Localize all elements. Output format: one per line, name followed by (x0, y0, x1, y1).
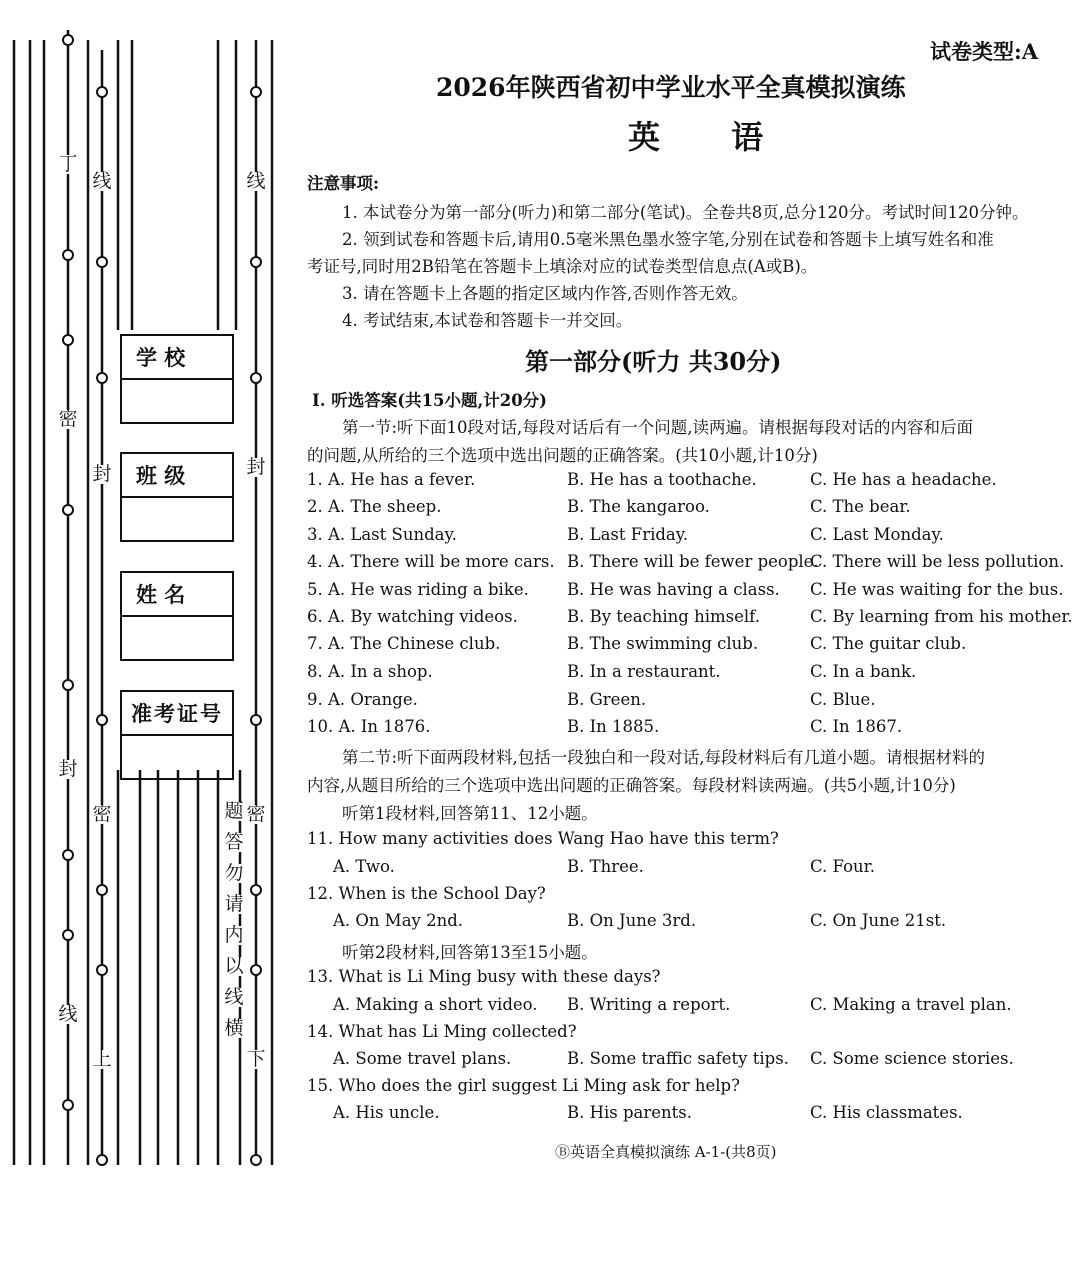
margin-char: 勿 (224, 862, 244, 884)
q-option-a: 2. A. The sheep. (307, 497, 442, 516)
q-option-a: 1. A. He has a fever. (307, 470, 476, 489)
q-option-a: 3. A. Last Sunday. (307, 525, 457, 544)
margin-char: 线 (58, 1003, 78, 1025)
margin-char: 线 (246, 170, 266, 192)
q-option-c: C. There will be less pollution. (810, 552, 1065, 571)
margin-char: 横 (224, 1017, 244, 1039)
q-option-c: C. Last Monday. (810, 525, 944, 544)
page-title: 2026年陕西省初中学业水平全真模拟演练 (436, 73, 906, 102)
q-option-b: B. Last Friday. (567, 525, 689, 544)
margin-char: 丁 (58, 153, 78, 175)
margin-char: 上 (92, 1048, 112, 1070)
q-option-b: B. The kangaroo. (567, 497, 710, 516)
q-option-b: B. Some traffic safety tips. (567, 1049, 789, 1068)
q-option-b: B. In 1885. (567, 717, 660, 736)
q-option-b: B. He has a toothache. (567, 470, 757, 489)
question-text: 11. How many activities does Wang Hao have this term? (307, 829, 779, 848)
q-option-a: 7. A. The Chinese club. (307, 634, 501, 653)
class-label: 班 级 (122, 454, 232, 498)
q-option-b: B. The swimming club. (567, 634, 759, 653)
question-text: 13. What is Li Ming busy with these days? (307, 967, 661, 986)
material-1-heading: 听第1段材料,回答第11、12小题。 (342, 804, 598, 823)
q-option-a: 9. A. Orange. (307, 690, 418, 709)
material-2-heading: 听第2段材料,回答第13至15小题。 (342, 943, 598, 962)
question-text: 12. When is the School Day? (307, 884, 546, 903)
q-option-b: B. He was having a class. (567, 580, 780, 599)
q-option-a: 8. A. In a shop. (307, 662, 433, 681)
school-label: 学 校 (122, 336, 232, 380)
q-option-c: C. By learning from his mother. (810, 607, 1073, 626)
q-option-a: 4. A. There will be more cars. (307, 552, 555, 571)
sec2-intro: 第二节:听下面两段材料,包括一段独白和一段对话,每段材料后有几道小题。请根据材料的 (342, 748, 986, 767)
q-option-c: C. The bear. (810, 497, 911, 516)
margin-char: 封 (246, 456, 266, 478)
margin-char: 答 (224, 831, 244, 853)
notice-item: 4. 考试结束,本试卷和答题卡一并交回。 (342, 311, 633, 330)
sec2-intro: 内容,从题目所给的三个选项中选出问题的正确答案。每段材料读两遍。(共5小题,计10分) (307, 776, 956, 795)
question-text: 14. What has Li Ming collected? (307, 1022, 577, 1041)
q-option-b: B. Green. (567, 690, 647, 709)
q-option-b: B. By teaching himself. (567, 607, 760, 626)
notice-item: 1. 本试卷分为第一部分(听力)和第二部分(笔试)。全卷共8页,总分120分。考试时间120分钟。 (342, 203, 1029, 222)
q-option-a: A. Making a short video. (333, 995, 538, 1014)
question-text: 15. Who does the girl suggest Li Ming ask for help? (307, 1076, 740, 1095)
q-option-a: 10. A. In 1876. (307, 717, 431, 736)
margin-char: 以 (224, 955, 244, 977)
q-option-c: C. Blue. (810, 690, 876, 709)
q-option-c: C. Some science stories. (810, 1049, 1014, 1068)
page-footer: Ⓑ英语全真模拟演练 A-1-(共8页) (555, 1143, 777, 1161)
margin-char: 密 (246, 803, 266, 825)
name-label: 姓 名 (122, 573, 232, 617)
notice-item: 考证号,同时用2B铅笔在答题卡上填涂对应的试卷类型信息点(A或B)。 (307, 257, 818, 276)
q-option-a: A. Some travel plans. (333, 1049, 512, 1068)
q-option-a: 5. A. He was riding a bike. (307, 580, 529, 599)
q-option-c: C. Making a travel plan. (810, 995, 1012, 1014)
q-option-b: B. In a restaurant. (567, 662, 721, 681)
q-option-b: B. On June 3rd. (567, 911, 697, 930)
notice-title: 注意事项: (307, 174, 380, 193)
exam-id-label: 准考证号 (122, 692, 232, 736)
q-option-c: C. Four. (810, 857, 875, 876)
margin-char: 封 (92, 463, 112, 485)
q-option-c: C. His classmates. (810, 1103, 963, 1122)
margin-char: 密 (58, 408, 78, 430)
subject-title: 英 语 (628, 118, 794, 156)
q-option-a: A. Two. (333, 857, 395, 876)
q-option-c: C. He has a headache. (810, 470, 997, 489)
sec1-intro: 第一节:听下面10段对话,每段对话后有一个问题,读两遍。请根据每段对话的内容和后面 (342, 418, 974, 437)
q-option-b: B. Three. (567, 857, 644, 876)
margin-char: 封 (58, 758, 78, 780)
margin-char: 线 (224, 986, 244, 1008)
notice-item: 3. 请在答题卡上各题的指定区域内作答,否则作答无效。 (342, 284, 748, 303)
margin-char: 内 (224, 924, 244, 946)
margin-char: 密 (92, 803, 112, 825)
q-option-c: C. He was waiting for the bus. (810, 580, 1064, 599)
sec1-intro: 的问题,从所给的三个选项中选出问题的正确答案。(共10小题,计10分) (307, 446, 818, 465)
paper-type: 试卷类型:A (930, 39, 1039, 64)
q-option-c: C. In a bank. (810, 662, 917, 681)
margin-char: 线 (92, 170, 112, 192)
q-option-c: C. On June 21st. (810, 911, 947, 930)
q-option-c: C. In 1867. (810, 717, 903, 736)
part1-title: 第一部分(听力 共30分) (525, 347, 782, 376)
q-option-a: A. On May 2nd. (333, 911, 464, 930)
margin-char: 下 (246, 1048, 266, 1070)
q-option-a: A. His uncle. (333, 1103, 440, 1122)
q-option-a: 6. A. By watching videos. (307, 607, 518, 626)
margin-char: 请 (224, 893, 244, 915)
notice-item: 2. 领到试卷和答题卡后,请用0.5毫米黑色墨水签字笔,分别在试卷和答题卡上填写姓名和准 (342, 230, 994, 249)
q-option-b: B. There will be fewer people. (567, 552, 819, 571)
section1-title: Ⅰ. 听选答案(共15小题,计20分) (312, 391, 547, 410)
margin-char: 题 (224, 800, 244, 822)
q-option-b: B. His parents. (567, 1103, 693, 1122)
q-option-b: B. Writing a report. (567, 995, 731, 1014)
q-option-c: C. The guitar club. (810, 634, 967, 653)
